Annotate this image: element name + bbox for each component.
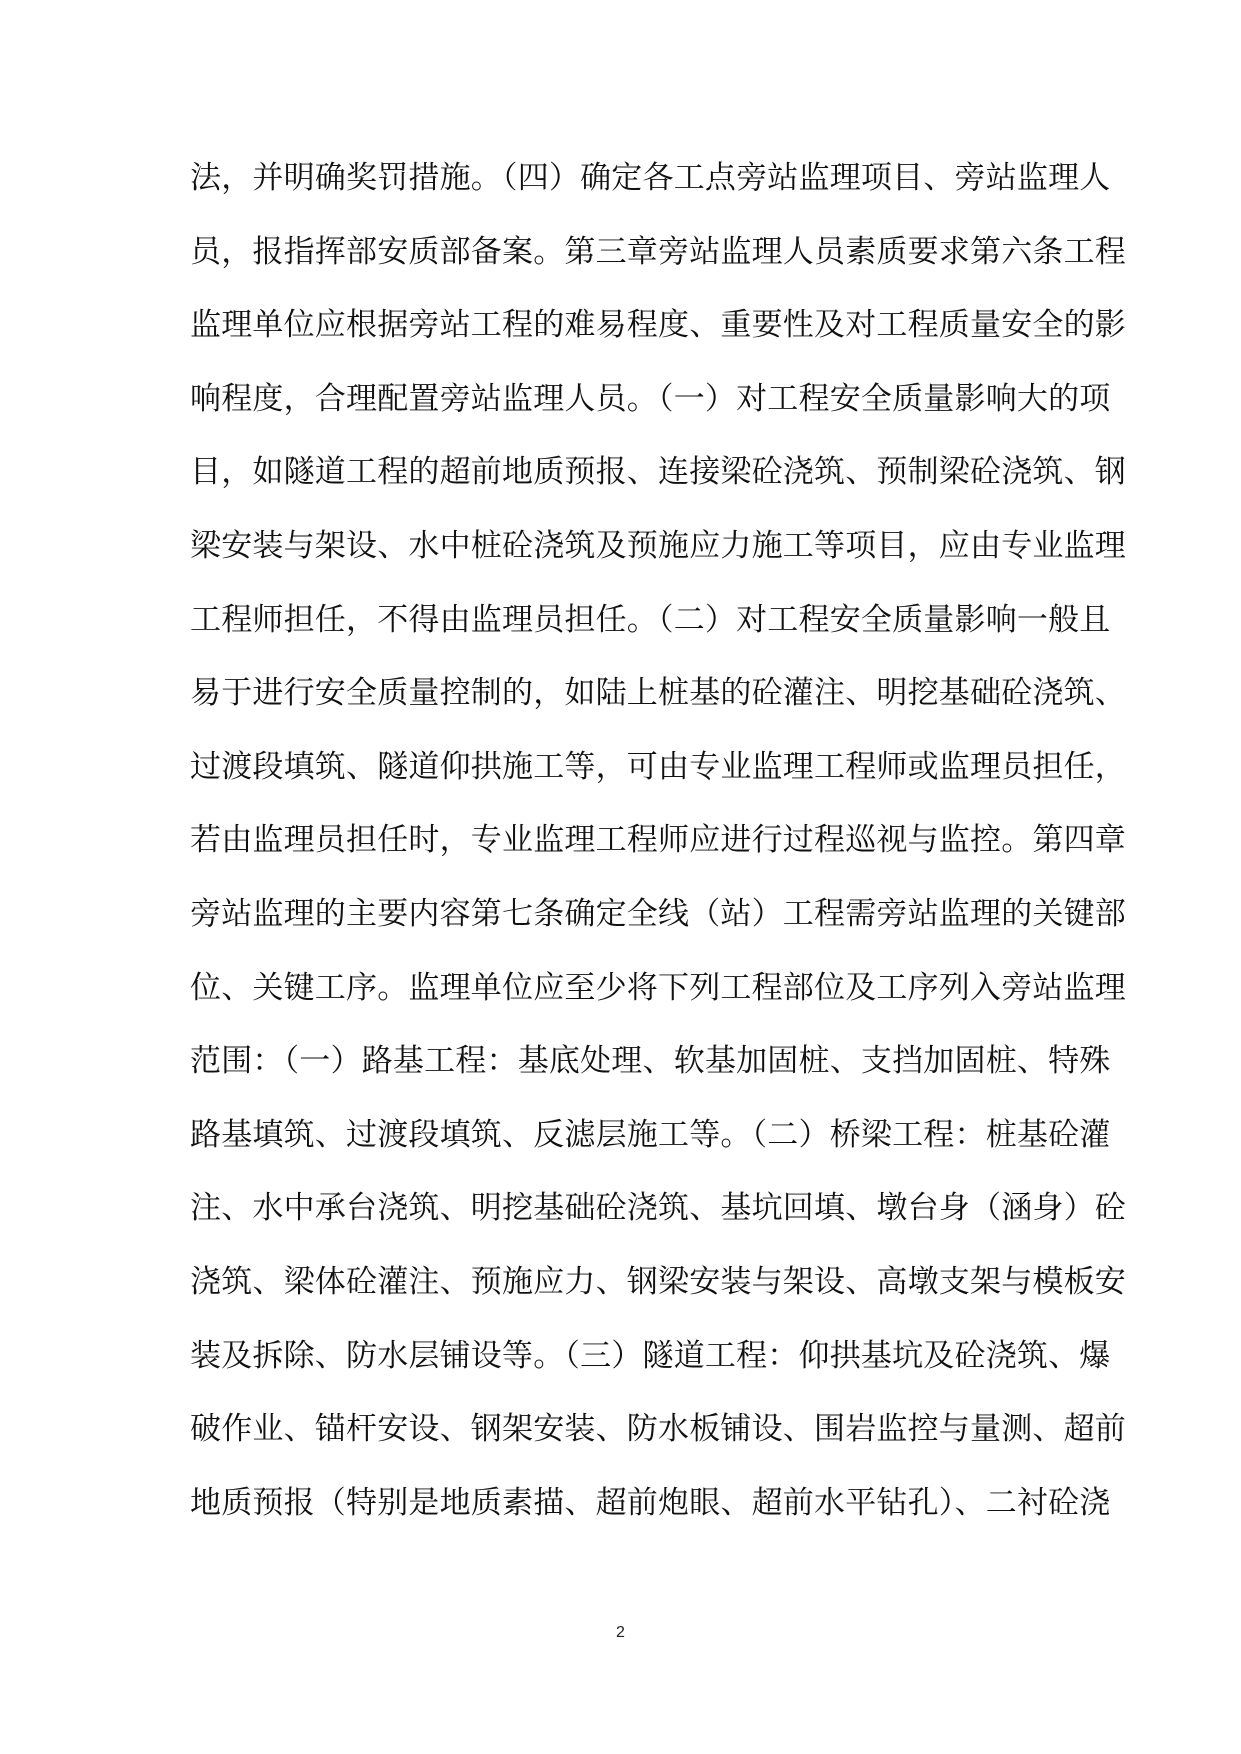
page-number: 2 [616,1624,625,1641]
text-line: 响程度，合理配置旁站监理人员。（一）对工程安全质量影响大的项 [190,380,1111,417]
text-line: 过渡段填筑、隧道仰拱施工等，可由专业监理工程师或监理员担任， [190,748,1126,785]
text-line: 地质预报（特别是地质素描、超前炮眼、超前水平钻孔）、二衬砼浇 [190,1484,1111,1521]
text-line: 员，报指挥部安质部备案。第三章旁站监理人员素质要求第六条工程 [190,233,1126,270]
text-line: 浇筑、梁体砼灌注、预施应力、钢梁安装与架设、高墩支架与模板安 [190,1263,1126,1300]
text-line: 位、关键工序。监理单位应至少将下列工程部位及工序列入旁站监理 [190,969,1126,1006]
text-line: 梁安装与架设、水中桩砼浇筑及预施应力施工等项目，应由专业监理 [190,527,1126,564]
text-line: 路基填筑、过渡段填筑、反滤层施工等。（二）桥梁工程：桩基砼灌 [190,1116,1111,1153]
text-line: 工程师担任，不得由监理员担任。（二）对工程安全质量影响一般且 [190,601,1111,638]
body-text [190,142,1126,1540]
text-line: 法，并明确奖罚措施。（四）确定各工点旁站监理项目、旁站监理人 [190,160,1111,196]
text-line: 旁站监理的主要内容第七条确定全线（站）工程需旁站监理的关键部 [190,895,1126,932]
text-line: 装及拆除、防水层铺设等。（三）隧道工程：仰拱基坑及砼浇筑、爆 [190,1337,1111,1374]
text-line: 范围：（一）路基工程：基底处理、软基加固桩、支挡加固桩、特殊 [190,1043,1111,1080]
text-line: 注、水中承台浇筑、明挖基础砼浇筑、基坑回填、墩台身（涵身）砼 [190,1190,1126,1227]
text-line: 监理单位应根据旁站工程的难易程度、重要性及对工程质量安全的影 [190,307,1126,344]
text-line: 易于进行安全质量控制的，如陆上桩基的砼灌注、明挖基础砼浇筑、 [190,675,1126,712]
text-line: 破作业、锚杆安设、钢架安装、防水板铺设、围岩监控与量测、超前 [190,1411,1126,1448]
text-line: 目，如隧道工程的超前地质预报、连接梁砼浇筑、预制梁砼浇筑、钢 [190,454,1126,491]
text-line: 若由监理员担任时，专业监理工程师应进行过程巡视与监控。第四章 [190,822,1126,859]
